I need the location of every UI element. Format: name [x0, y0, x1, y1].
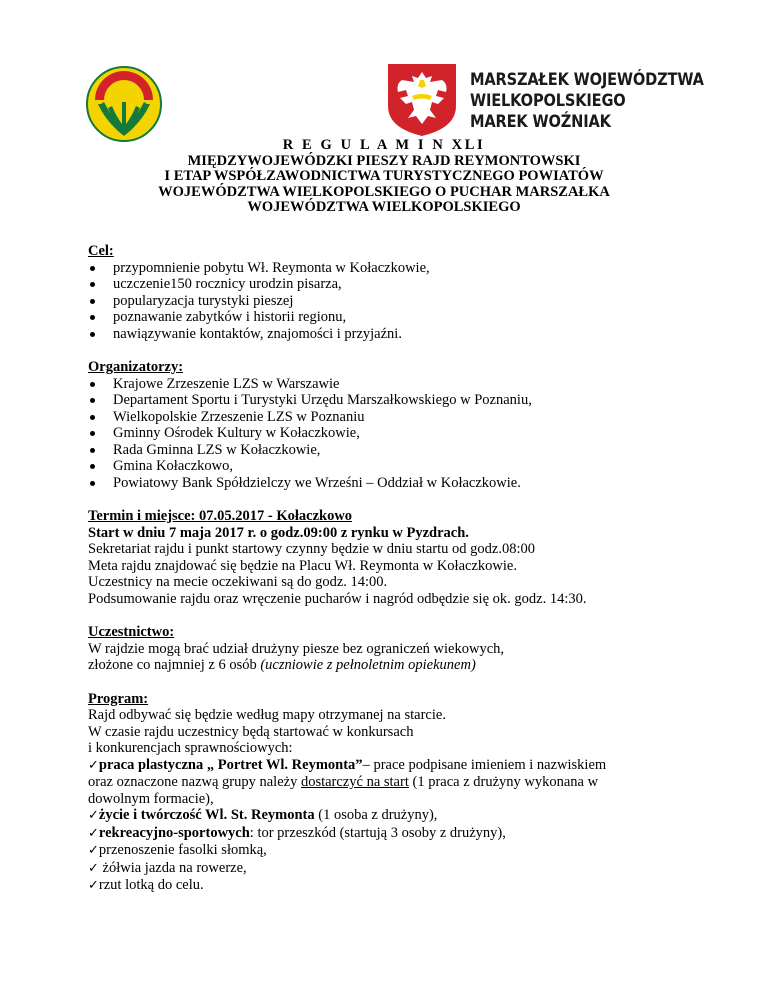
uczestnictwo-line-1: W rajdzie mogą brać udział drużyny piesze bez ograniczeń wiekowych,	[88, 640, 505, 657]
uczestnictwo-line-2	[88, 657, 688, 674]
list-item: Krajowe Zrzeszenie LZS w Warszawie	[88, 376, 688, 393]
checkmark-icon: ✓	[88, 757, 99, 773]
marshal-line-2: WIELKOPOLSKIEGO	[470, 91, 626, 111]
program-text: oraz oznaczone nazwą grupy należy	[88, 774, 301, 790]
title-line-4: WOJEWÓDZTWA WIELKOPOLSKIEGO O PUCHAR MARSZAŁKA	[158, 183, 610, 200]
program-item-portret	[88, 757, 688, 775]
program-item-rower	[88, 860, 688, 878]
marshal-line-1: MARSZAŁEK WOJEWÓDZTWA	[470, 70, 704, 90]
list-item: przypomnienie pobytu Wł. Reymonta w Kołaczkowie,	[88, 260, 688, 277]
program-item-rekreacyjno-desc: : tor przeszkód (startują 3 osoby z drużyny),	[249, 824, 506, 841]
program-item-zycie-title: życie i twórczość Wl. St. Reymonta	[98, 807, 315, 823]
list-item: Gminny Ośrodek Kultury w Kołaczkowie,	[88, 425, 688, 442]
program-item-fasolka-text: przenoszenie fasolki słomką,	[98, 842, 267, 858]
document-body	[88, 243, 688, 895]
program-item-rekreacyjno	[88, 825, 688, 843]
cel-list	[88, 260, 688, 343]
uczestnictwo-line-2-text: złożone co najmniej z 6 osób	[88, 657, 261, 673]
program-item-rower-text: żółwia jazda na rowerze,	[98, 859, 247, 876]
program-underlined-text: dostarczyć na start	[300, 774, 409, 790]
termin-line: Meta rajdu znajdować się będzie na Placu Wł. Reymonta w Kołaczkowie.	[88, 557, 517, 574]
organizatorzy-heading: Organizatorzy:	[88, 359, 184, 375]
termin-heading: Termin i miejsce: 07.05.2017 - Kołaczkowo	[88, 508, 353, 524]
list-item: Powiatowy Bank Spółdzielczy we Wrześni – Oddział w Kołaczkowie.	[88, 475, 688, 492]
termin-line: Podsumowanie rajdu oraz wręczenie pucharów i nagród odbędzie się ok. godz. 14:30.	[88, 590, 587, 607]
program-item-zycie	[88, 807, 688, 825]
program-item-portret-line-2	[88, 774, 688, 791]
crest-icon	[386, 62, 458, 138]
title-line-5: WOJEWÓDZTWA WIELKOPOLSKIEGO	[247, 199, 521, 215]
program-text: (1 praca z drużyny wykonana w	[408, 774, 599, 790]
program-item-rekreacyjno-title: rekreacyjno-sportowych	[98, 824, 250, 841]
list-item: popularyzacja turystyki pieszej	[88, 293, 688, 310]
list-item: nawiązywanie kontaktów, znajomości i przyjaźni.	[88, 326, 688, 343]
uczestnictwo-heading: Uczestnictwo:	[88, 624, 175, 640]
list-item: Rada Gminna LZS w Kołaczkowie,	[88, 442, 688, 459]
cel-heading: Cel:	[88, 243, 114, 259]
uczestnictwo-note: (uczniowie z pełnoletnim opiekunem)	[260, 657, 476, 673]
checkmark-icon: ✓	[88, 860, 99, 876]
termin-line: Uczestnicy na mecie oczekiwani są do godz. 14:00.	[88, 574, 388, 590]
program-item-zycie-desc: (1 osoba z drużyny),	[314, 807, 438, 823]
checkmark-icon: ✓	[88, 825, 99, 841]
document-title	[0, 138, 768, 216]
checkmark-icon: ✓	[88, 808, 99, 823]
program-item-lotka	[88, 877, 688, 895]
checkmark-icon: ✓	[88, 878, 99, 893]
list-item: uczczenie150 rocznicy urodzin pisarza,	[88, 276, 688, 293]
marshal-line-3: MAREK WOŹNIAK	[470, 112, 611, 132]
program-line: i konkurencjach sprawnościowych:	[88, 740, 293, 756]
program-item-portret-line-3: dowolnym formacie),	[88, 790, 214, 807]
list-item: Gmina Kołaczkowo,	[88, 458, 688, 475]
title-regulamin: R E G U L A M I N XLI	[282, 137, 486, 153]
program-heading: Program:	[88, 690, 149, 707]
title-line-3: I ETAP WSPÓŁZAWODNICTWA TURYSTYCZNEGO POWIATÓW	[164, 168, 604, 184]
lzs-logo-text: LZS	[109, 83, 139, 100]
program-line: W czasie rajdu uczestnicy będą startować w konkursach	[88, 723, 414, 740]
program-item-fasolka	[88, 842, 688, 860]
list-item: Wielkopolskie Zrzeszenie LZS w Poznaniu	[88, 409, 688, 426]
program-item-lotka-text: rzut lotką do celu.	[98, 877, 204, 893]
title-line-2: MIĘDZYWOJEWÓDZKI PIESZY RAJD REYMONTOWSKI	[187, 152, 581, 169]
list-item: Departament Sportu i Turystyki Urzędu Marszałkowskiego w Poznaniu,	[88, 392, 688, 409]
list-item: poznawanie zabytków i historii regionu,	[88, 309, 688, 326]
lzs-logo-icon	[86, 66, 162, 142]
marshal-title	[470, 70, 704, 133]
termin-start: Start w dniu 7 maja 2017 r. o godz.09:00 z rynku w Pyzdrach.	[88, 524, 469, 541]
program-item-portret-desc: – prace podpisane imieniem i nazwiskiem	[362, 756, 607, 773]
program-line: Rajd odbywać się będzie według mapy otrzymanej na starcie.	[88, 707, 446, 723]
termin-line: Sekretariat rajdu i punkt startowy czynny będzie w dniu startu od godz.08:00	[88, 541, 535, 557]
organizatorzy-list	[88, 376, 688, 492]
checkmark-icon: ✓	[88, 843, 99, 858]
program-item-portret-title: praca plastyczna „ Portret Wl. Reymonta”	[98, 756, 363, 773]
